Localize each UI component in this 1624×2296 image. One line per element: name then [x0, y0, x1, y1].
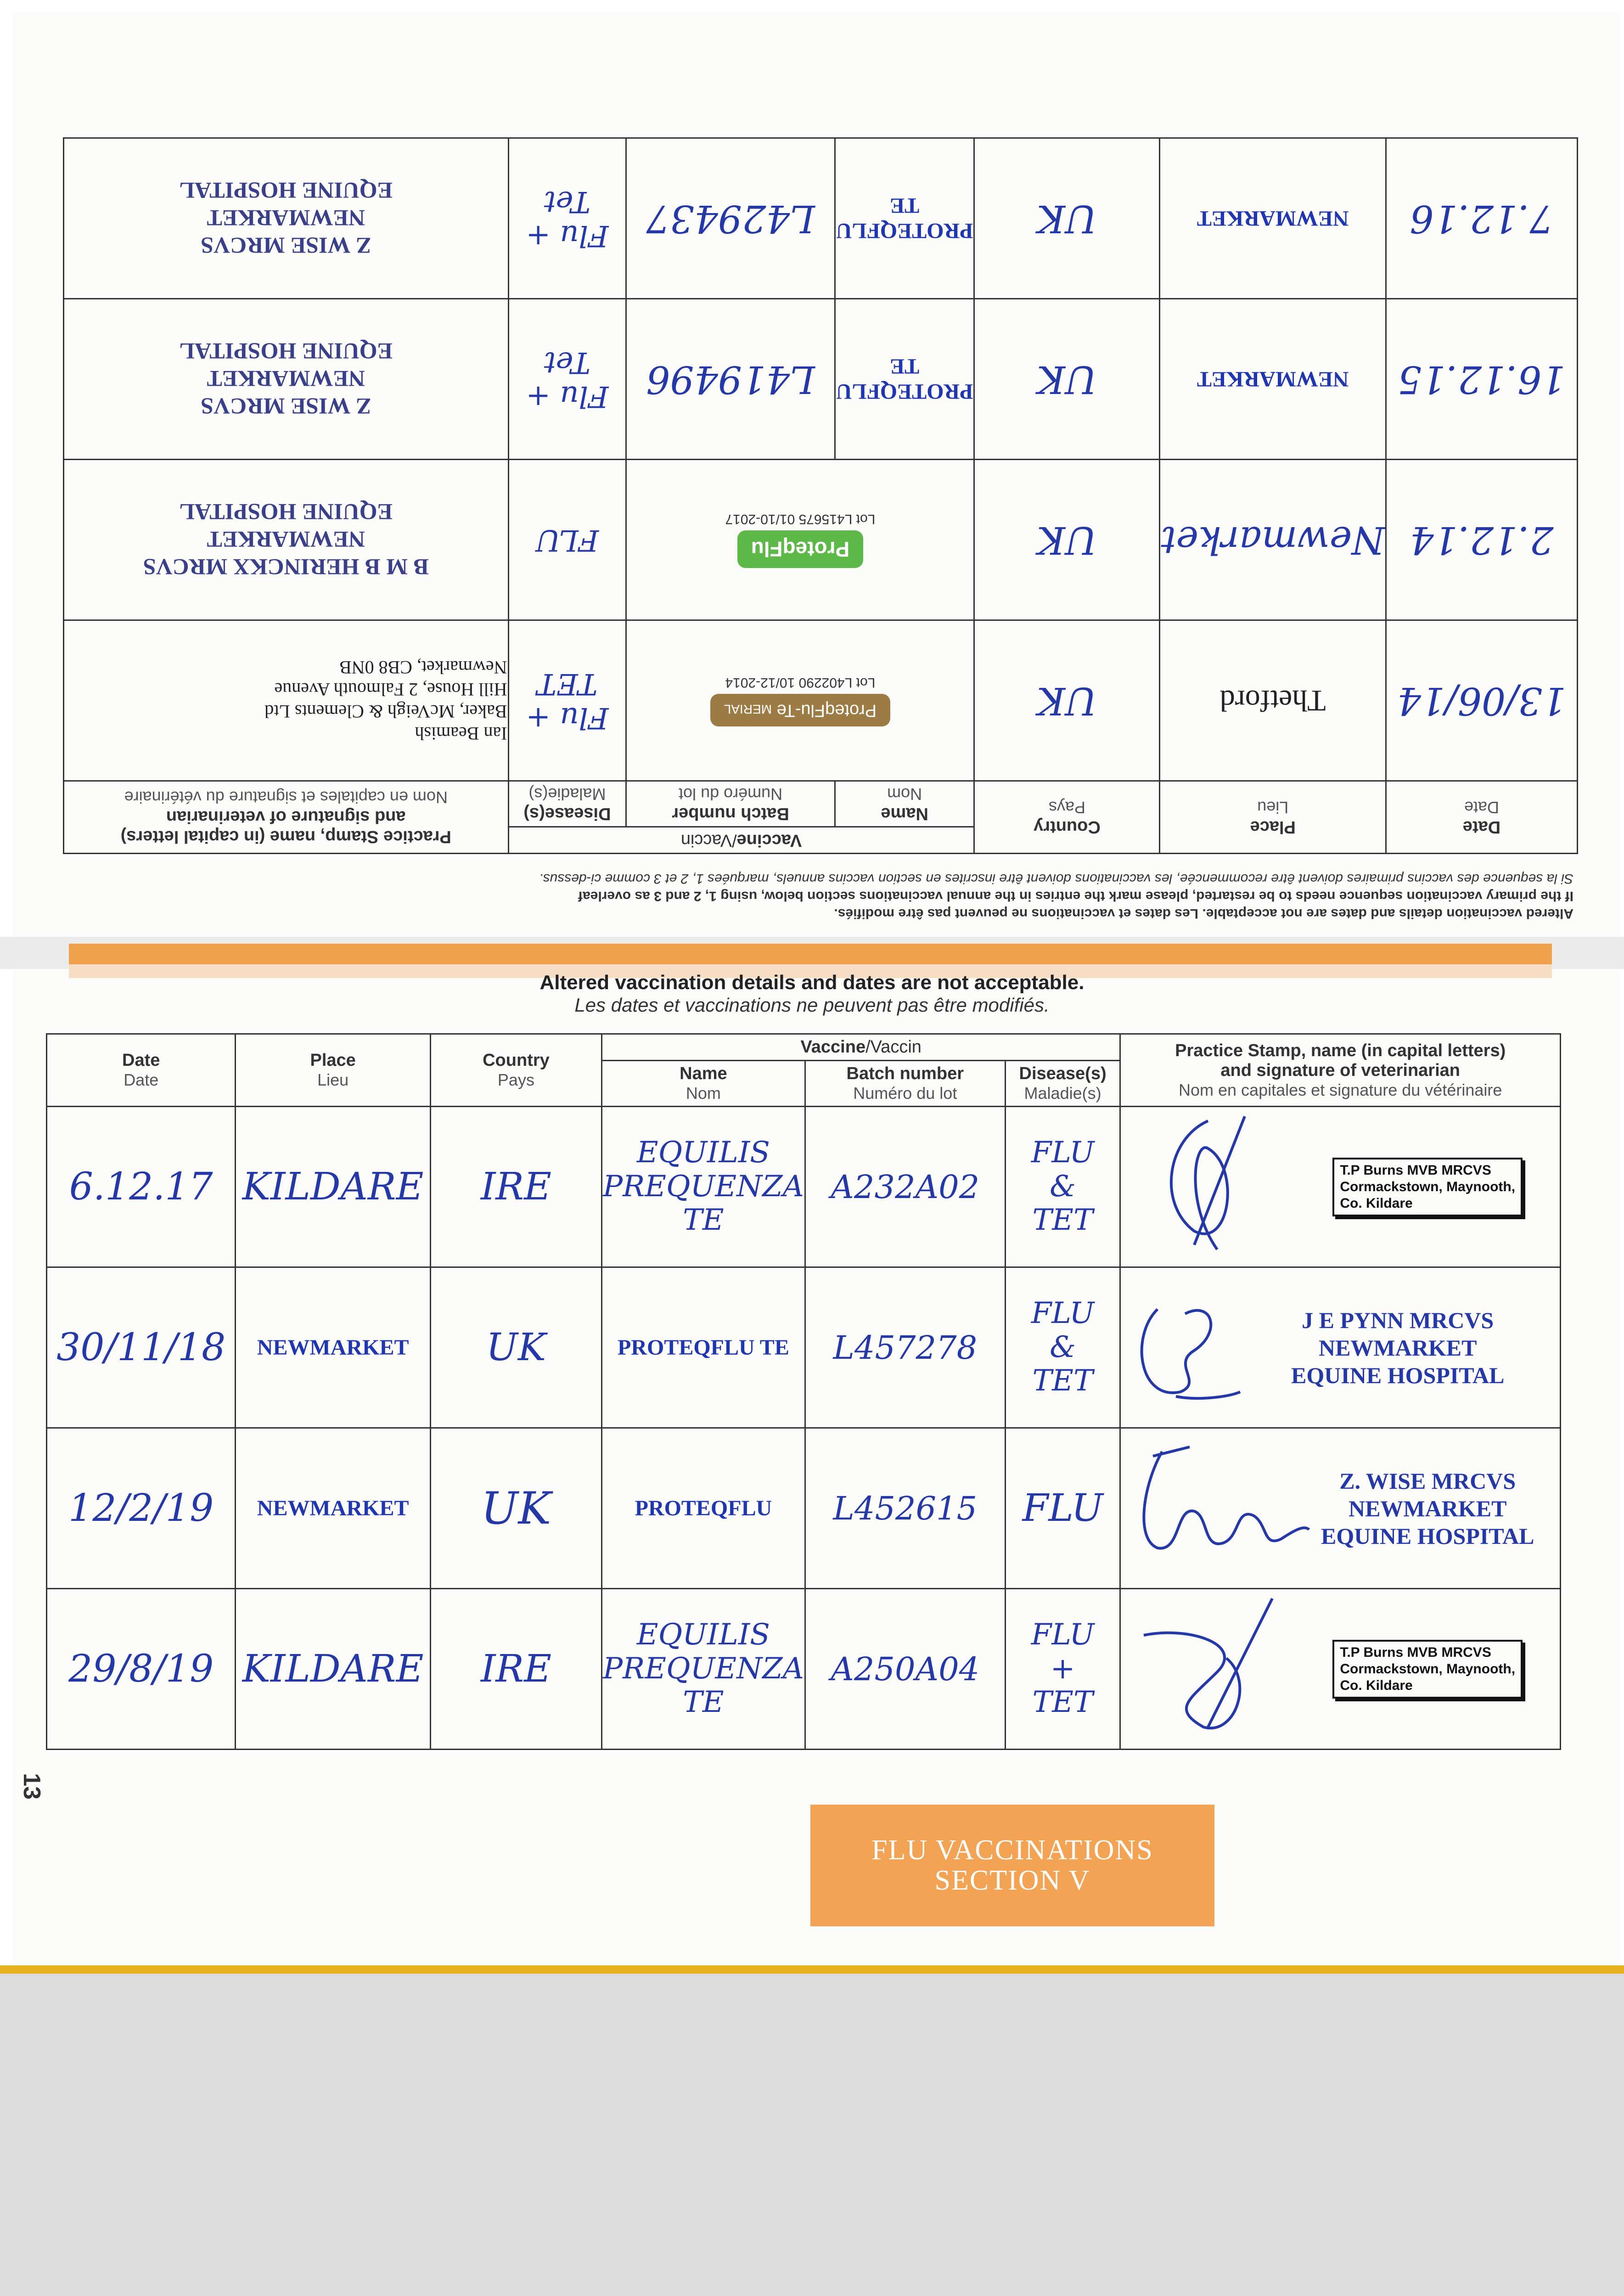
- row-stamp: [1120, 1267, 1561, 1428]
- proteqflu-te-label: ProteqFlu-Te MERIAL: [710, 694, 890, 726]
- header-disease: Disease(s) Maladie(s): [1005, 1061, 1120, 1107]
- row-date: 13/06/14: [1386, 620, 1577, 781]
- header-name: Name Nom: [602, 1061, 805, 1107]
- row-disease: FLU & TET: [1005, 1267, 1120, 1428]
- header-stamp: Practice Stamp, name (in capital letters) and signature of veterinarian Nom en capitales et signature du vétérinaire: [1120, 1034, 1561, 1107]
- row-vaccine-name: PROTEQFLU TE: [835, 138, 974, 299]
- row-batch: L419496: [626, 299, 835, 460]
- row-place: Thetford: [1160, 620, 1386, 781]
- row-disease: FLU: [508, 460, 626, 620]
- row-country: UK: [974, 620, 1160, 781]
- row-batch: A232A02: [805, 1107, 1005, 1267]
- vet-stamp: B M B HERINCKX MRCVS NEWMARKET EQUINE HOSPITAL: [143, 499, 429, 580]
- upside-down-notice: [58, 869, 1573, 923]
- header-place: Place Lieu: [1160, 781, 1386, 854]
- row-batch: A250A04: [805, 1589, 1005, 1750]
- proteqflu-label: ProteqFlu: [737, 531, 864, 568]
- row-disease: Flu + Tet: [508, 138, 626, 299]
- row-disease: FLU + TET: [1005, 1589, 1120, 1750]
- row-stamp: [1120, 1589, 1561, 1750]
- row-country: UK: [974, 460, 1160, 620]
- row-place: KILDARE: [236, 1589, 430, 1750]
- row-stamp: [1120, 1428, 1561, 1589]
- section-label-line-2: SECTION V: [934, 1864, 1090, 1896]
- header-place: Place Lieu: [236, 1034, 430, 1107]
- vet-signature: [1125, 1438, 1318, 1576]
- alteration-notice-en: Altered vaccination details and dates are not acceptable.: [539, 971, 1085, 994]
- table-row: [47, 1267, 1561, 1428]
- header-row: [47, 1034, 1561, 1061]
- header-stamp: Practice Stamp, name (in capital letters) and signature of veterinarian Nom en capitales et signature du vétérinaire: [64, 781, 509, 854]
- row-country: IRE: [430, 1107, 601, 1267]
- header-date: Date Date: [1386, 781, 1577, 854]
- notice-line-3: Si la sequence des vaccins primaires doivent être recommencée, les vaccinations doivent être inscrites en section vaccins annuels, marquées 1, 2 et 3 comme ci-dessus.: [539, 871, 1573, 886]
- header-country: Country Pays: [974, 781, 1160, 854]
- row-batch: L452615: [805, 1428, 1005, 1589]
- header-batch: Batch number Numéro du lot: [805, 1061, 1005, 1107]
- vet-stamp: J E PYNN MRCVS NEWMARKET EQUINE HOSPITAL: [1291, 1307, 1505, 1388]
- row-stamp: [1120, 1107, 1561, 1267]
- section-label: [810, 1805, 1214, 1926]
- vet-stamp: Z WISE MRCVS NEWMARKET EQUINE HOSPITAL: [179, 178, 393, 259]
- header-vaccine: Vaccine/Vaccin: [508, 827, 974, 854]
- row-vaccine-name: PROTEQFLU TE: [835, 299, 974, 460]
- row-disease: Flu + Tet: [508, 299, 626, 460]
- header-date: Date Date: [47, 1034, 236, 1107]
- row-date: 12/2/19: [47, 1428, 236, 1589]
- page-number: 13: [18, 1773, 45, 1800]
- table-row: [47, 1107, 1561, 1267]
- flu-vaccination-table: [46, 1033, 1561, 1750]
- vet-signature: [1135, 1589, 1291, 1736]
- row-date: 7.12.16: [1386, 138, 1577, 299]
- row-place: NEWMARKET: [1160, 299, 1386, 460]
- alteration-notice-fr: Les dates et vaccinations ne peuvent pas être modifiés.: [574, 994, 1050, 1016]
- row-country: UK: [974, 299, 1160, 460]
- orange-divider: [69, 944, 1552, 967]
- row-vaccine-name: PROTEQFLU: [602, 1428, 805, 1589]
- lot-line: Lot L415675 01/10-2017: [725, 512, 876, 527]
- vet-stamp: Z. WISE MRCVS NEWMARKET EQUINE HOSPITAL: [1321, 1468, 1534, 1549]
- upside-down-page: [0, 0, 1624, 932]
- vet-stamp: T.P Burns MVB MRCVS Cormackstown, Maynooth, Co. Kildare: [1332, 1640, 1523, 1699]
- table-row: [47, 1428, 1561, 1589]
- row-country: UK: [430, 1428, 601, 1589]
- alteration-notice: [0, 971, 1624, 1016]
- row-date: 2.12.14: [1386, 460, 1577, 620]
- section-label-line-1: FLU VACCINATIONS: [871, 1835, 1153, 1866]
- row-date: 16.12.15: [1386, 299, 1577, 460]
- row-batch: L429437: [626, 138, 835, 299]
- row-stamp: [64, 299, 509, 460]
- row-vaccine-name: EQUILIS PREQUENZA TE: [602, 1589, 805, 1750]
- row-vaccine-name: PROTEQFLU TE: [602, 1267, 805, 1428]
- header-row: [64, 827, 1578, 854]
- header-disease: Disease(s) Maladie(s): [508, 781, 626, 827]
- scanner-background: [0, 1965, 1624, 2296]
- row-place: NEWMARKET: [236, 1267, 430, 1428]
- table-row: [64, 460, 1578, 620]
- row-country: UK: [430, 1267, 601, 1428]
- row-country: UK: [974, 138, 1160, 299]
- row-vaccine-label: [626, 620, 974, 781]
- row-place: Newmarket: [1160, 460, 1386, 620]
- header-name: Name Nom: [835, 781, 974, 827]
- row-stamp: [64, 138, 509, 299]
- row-vaccine-name: EQUILIS PREQUENZA TE: [602, 1107, 805, 1267]
- table-row: [47, 1589, 1561, 1750]
- row-date: 6.12.17: [47, 1107, 236, 1267]
- table-row: [64, 138, 1578, 299]
- row-place: NEWMARKET: [236, 1428, 430, 1589]
- row-batch: L457278: [805, 1267, 1005, 1428]
- header-vaccine: Vaccine/Vaccin: [602, 1034, 1120, 1061]
- table-row: [64, 299, 1578, 460]
- vet-stamp: Z WISE MRCVS NEWMARKET EQUINE HOSPITAL: [179, 338, 393, 420]
- vet-signature: [1139, 1112, 1277, 1259]
- header-batch: Batch number Numéro du lot: [626, 781, 835, 827]
- row-disease: FLU: [1005, 1428, 1120, 1589]
- table-row: [64, 620, 1578, 781]
- lot-line: Lot L402290 10/12-2014: [725, 675, 876, 690]
- row-date: 30/11/18: [47, 1267, 236, 1428]
- vet-stamp: T.P Burns MVB MRCVS Cormackstown, Maynooth, Co. Kildare: [1332, 1158, 1523, 1216]
- vet-signature: [1130, 1282, 1249, 1419]
- row-place: KILDARE: [236, 1107, 430, 1267]
- row-place: NEWMARKET: [1160, 138, 1386, 299]
- upside-down-vaccination-table: [63, 137, 1578, 854]
- notice-line-2: If the primary vaccination sequence needs to be restarted, please mark the entries in the annual vaccinations section below, using 1, 2 and 3 as overleaf: [578, 889, 1573, 904]
- row-date: 29/8/19: [47, 1589, 236, 1750]
- row-vaccine-label: [626, 460, 974, 620]
- notice-line-1: Altered vaccination details and dates are not acceptable. Les dates et vaccinations ne peuvent pas être modifiés.: [834, 906, 1573, 921]
- row-disease: Flu + TET: [508, 620, 626, 781]
- row-country: IRE: [430, 1589, 601, 1750]
- row-stamp: [64, 460, 509, 620]
- vet-stamp: Ian Beamish Baker, McVeigh & Clements Ltd Hill House, 2 Falmouth Avenue Newmarket, CB8 0NB: [264, 657, 507, 744]
- row-disease: FLU & TET: [1005, 1107, 1120, 1267]
- row-stamp: [64, 620, 509, 781]
- header-country: Country Pays: [430, 1034, 601, 1107]
